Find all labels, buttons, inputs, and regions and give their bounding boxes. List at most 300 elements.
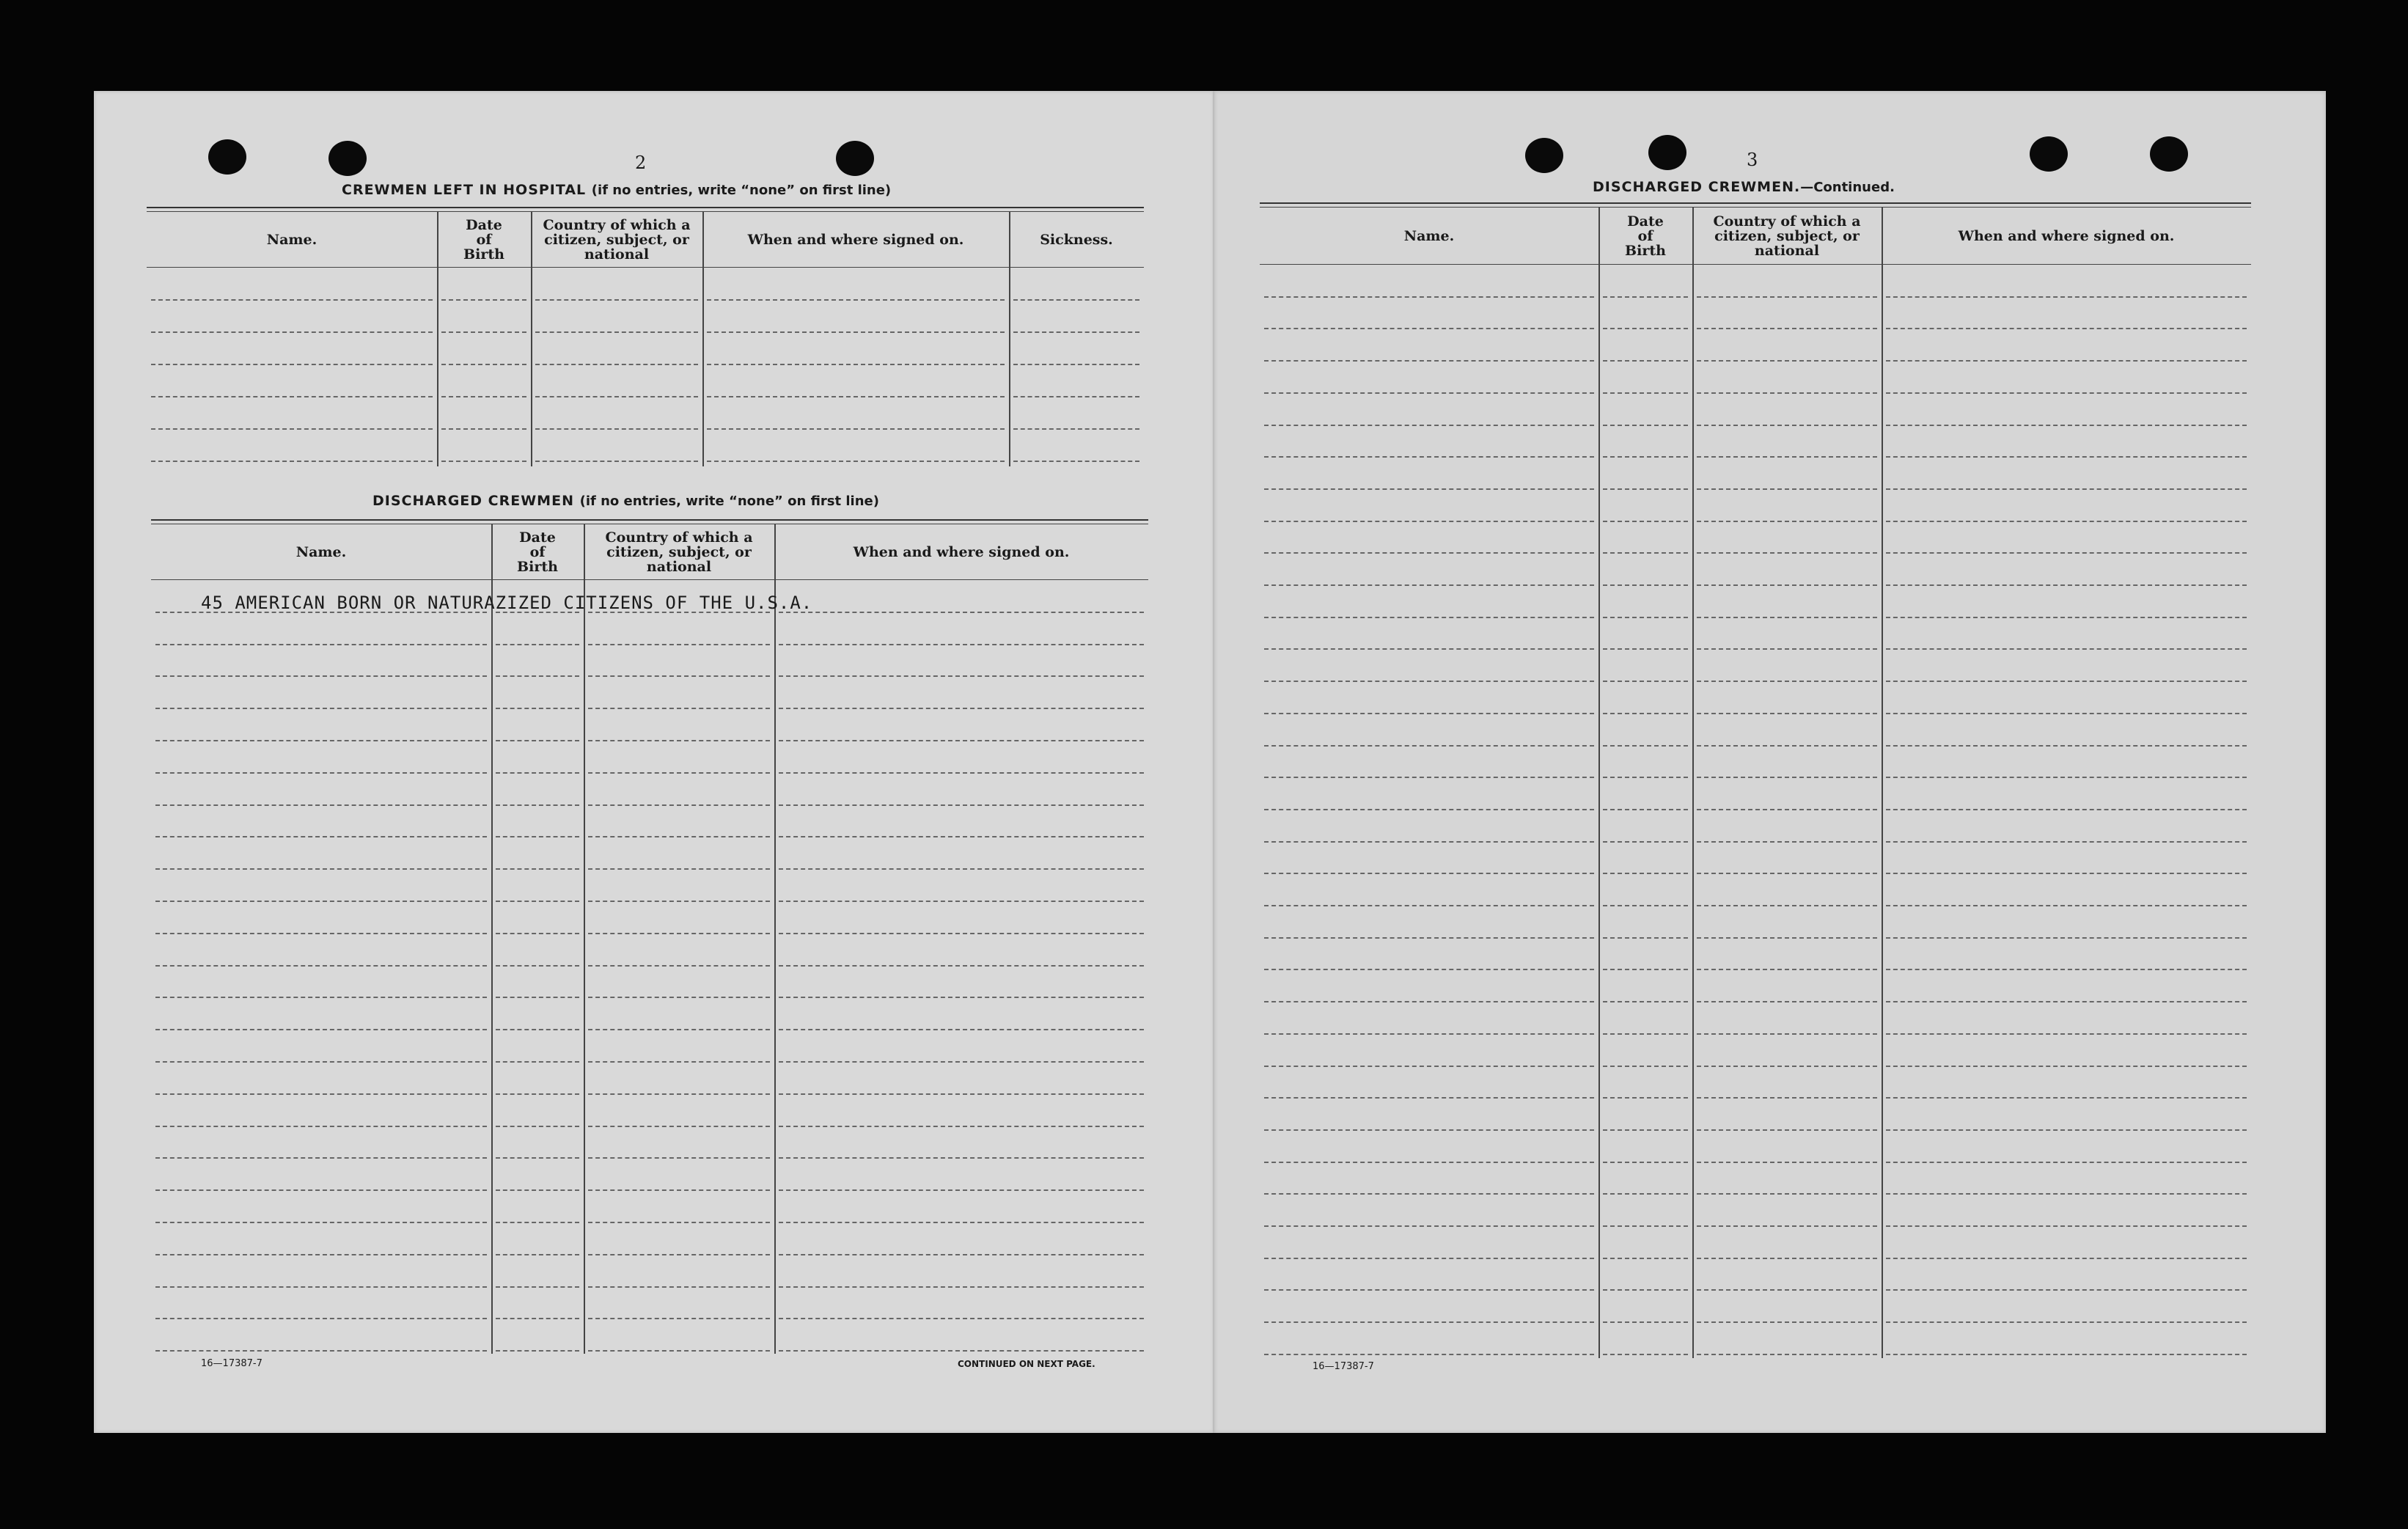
ruled-line xyxy=(1697,392,1877,394)
ruled-line xyxy=(1697,1289,1877,1291)
ruled-line xyxy=(1697,296,1877,298)
discharged-section-title xyxy=(372,493,879,509)
ruled-line xyxy=(1697,425,1877,426)
ruled-line xyxy=(155,1254,487,1255)
ruled-line xyxy=(1264,552,1594,554)
ruled-line xyxy=(1264,1129,1594,1131)
ruled-line xyxy=(441,364,526,365)
ruled-line xyxy=(1603,1097,1688,1099)
ruled-line xyxy=(779,1350,1144,1352)
column-divider xyxy=(1598,207,1600,1358)
section-title-text: DISCHARGED CREWMEN. xyxy=(1593,179,1801,195)
ruled-line xyxy=(496,1189,579,1191)
ruled-line xyxy=(779,644,1144,645)
ruled-line xyxy=(535,299,698,301)
ruled-line xyxy=(707,461,1005,462)
ruled-line xyxy=(1886,360,2247,362)
column-divider xyxy=(774,524,776,1354)
ruled-line xyxy=(1264,1289,1594,1291)
ruled-line xyxy=(1886,969,2247,970)
ruled-line xyxy=(1264,1001,1594,1002)
ruled-line xyxy=(496,740,579,741)
header-rule xyxy=(151,579,1148,580)
ruled-line xyxy=(1603,841,1688,843)
ruled-line xyxy=(496,997,579,998)
ruled-line xyxy=(1603,392,1688,394)
ruled-line xyxy=(588,1350,770,1352)
ruled-line xyxy=(1886,905,2247,906)
ruled-line xyxy=(1264,584,1594,586)
ruled-line xyxy=(155,933,487,934)
ruled-line xyxy=(155,901,487,902)
ruled-line xyxy=(779,1318,1144,1319)
punch-hole xyxy=(836,141,874,176)
ruled-line xyxy=(1603,521,1688,522)
ruled-line xyxy=(588,1157,770,1159)
table-top-rule xyxy=(147,207,1144,208)
ruled-line xyxy=(1264,1066,1594,1067)
ruled-line xyxy=(779,772,1144,774)
ruled-line xyxy=(1013,331,1139,333)
ruled-line xyxy=(1697,969,1877,970)
ruled-line xyxy=(155,1157,487,1159)
ruled-line xyxy=(1886,1033,2247,1035)
ruled-line xyxy=(151,331,433,333)
ruled-line xyxy=(1264,488,1594,490)
ruled-line xyxy=(155,965,487,967)
ruled-line xyxy=(588,772,770,774)
ruled-line xyxy=(155,675,487,677)
column-divider xyxy=(1882,207,1883,1358)
ruled-line xyxy=(1886,713,2247,714)
column-header: Name. xyxy=(1403,228,1455,244)
column-header: Country of which a citizen, subject, or national xyxy=(605,529,753,575)
ruled-line xyxy=(1603,713,1688,714)
ruled-line xyxy=(496,933,579,934)
ruled-line xyxy=(1697,937,1877,939)
punch-hole xyxy=(1648,135,1686,170)
ruled-line xyxy=(155,1286,487,1288)
ruled-line xyxy=(1697,873,1877,874)
ruled-line xyxy=(1603,937,1688,939)
table-top-rule xyxy=(1260,202,2251,204)
ruled-line xyxy=(1886,873,2247,874)
punch-hole xyxy=(2030,136,2068,172)
ruled-line xyxy=(1603,681,1688,682)
ruled-line xyxy=(588,836,770,837)
ruled-line xyxy=(496,965,579,967)
ruled-line xyxy=(1886,809,2247,810)
column-header: Sickness. xyxy=(1040,232,1113,248)
ruled-line xyxy=(1697,1258,1877,1259)
punch-hole xyxy=(208,139,246,175)
ruled-line xyxy=(1264,1033,1594,1035)
ruled-line xyxy=(588,708,770,709)
ruled-line xyxy=(441,396,526,397)
discharged-continued-title xyxy=(1593,179,1895,195)
ruled-line xyxy=(1603,1354,1688,1355)
ruled-line xyxy=(496,1286,579,1288)
ruled-line xyxy=(1603,328,1688,329)
punch-hole xyxy=(2150,136,2188,172)
ruled-line xyxy=(1697,1033,1877,1035)
ruled-line xyxy=(1603,584,1688,586)
ruled-line xyxy=(779,1286,1144,1288)
ruled-line xyxy=(1264,392,1594,394)
column-header: Date of Birth xyxy=(463,217,504,263)
ruled-line xyxy=(441,299,526,301)
section-title-text: CREWMEN LEFT IN HOSPITAL xyxy=(342,182,587,198)
ruled-line xyxy=(1264,1097,1594,1099)
ruled-line xyxy=(496,901,579,902)
ruled-line xyxy=(535,428,698,430)
ruled-line xyxy=(1603,905,1688,906)
table-top-rule xyxy=(151,519,1148,521)
page-number: 2 xyxy=(635,153,647,173)
ruled-line xyxy=(779,1222,1144,1223)
ruled-line xyxy=(779,708,1144,709)
ruled-line xyxy=(1264,617,1594,618)
ruled-line xyxy=(535,461,698,462)
ruled-line xyxy=(1603,1162,1688,1163)
ruled-line xyxy=(1603,425,1688,426)
ruled-line xyxy=(1886,1162,2247,1163)
ruled-line xyxy=(1013,428,1139,430)
ruled-line xyxy=(588,1029,770,1030)
ruled-line xyxy=(1886,617,2247,618)
ruled-line xyxy=(496,1093,579,1095)
ruled-line xyxy=(1264,296,1594,298)
ruled-line xyxy=(1697,552,1877,554)
ruled-line xyxy=(155,644,487,645)
ruled-line xyxy=(779,1061,1144,1063)
ruled-line xyxy=(1697,617,1877,618)
ruled-line xyxy=(1886,1258,2247,1259)
ruled-line xyxy=(496,1254,579,1255)
ruled-line xyxy=(779,1189,1144,1191)
ruled-line xyxy=(155,1126,487,1127)
typed-entry: 45 AMERICAN BORN OR NATURAZIZED CITIZENS OF THE U.S.A. xyxy=(201,593,813,613)
ruled-line xyxy=(1603,1225,1688,1227)
ruled-line xyxy=(441,461,526,462)
ruled-line xyxy=(1264,745,1594,747)
section-title-text: DISCHARGED CREWMEN xyxy=(372,493,574,509)
ruled-line xyxy=(1603,1258,1688,1259)
ruled-line xyxy=(1697,1066,1877,1067)
ruled-line xyxy=(588,804,770,806)
ruled-line xyxy=(1603,648,1688,650)
ruled-line xyxy=(707,299,1005,301)
ruled-line xyxy=(1603,456,1688,458)
ruled-line xyxy=(1264,1162,1594,1163)
ruled-line xyxy=(151,396,433,397)
ruled-line xyxy=(1697,584,1877,586)
ruled-line xyxy=(588,1126,770,1127)
ruled-line xyxy=(1886,1097,2247,1099)
ruled-line xyxy=(496,708,579,709)
ruled-line xyxy=(1603,1193,1688,1195)
ruled-line xyxy=(588,997,770,998)
ruled-line xyxy=(155,740,487,741)
ruled-line xyxy=(155,1061,487,1063)
ruled-line xyxy=(155,1029,487,1030)
ruled-line xyxy=(496,1029,579,1030)
ruled-line xyxy=(779,1157,1144,1159)
ruled-line xyxy=(151,299,433,301)
ruled-line xyxy=(1264,1258,1594,1259)
ruled-line xyxy=(496,675,579,677)
ruled-line xyxy=(155,1350,487,1352)
ruled-line xyxy=(1697,1001,1877,1002)
ruled-line xyxy=(155,836,487,837)
ruled-line xyxy=(707,364,1005,365)
ruled-line xyxy=(1603,552,1688,554)
ruled-line xyxy=(779,1029,1144,1030)
ruled-line xyxy=(155,772,487,774)
ruled-line xyxy=(1697,841,1877,843)
ruled-line xyxy=(1886,456,2247,458)
ruled-line xyxy=(1886,648,2247,650)
ruled-line xyxy=(1603,1033,1688,1035)
ruled-line xyxy=(496,1157,579,1159)
ruled-line xyxy=(779,740,1144,741)
ruled-line xyxy=(1886,1354,2247,1355)
column-header: When and where signed on. xyxy=(1958,228,2175,244)
ruled-line xyxy=(588,868,770,870)
ruled-line xyxy=(1264,360,1594,362)
hospital-section-title xyxy=(342,182,891,198)
ruled-line xyxy=(496,772,579,774)
ruled-line xyxy=(1886,1321,2247,1323)
ruled-line xyxy=(155,804,487,806)
ruled-line xyxy=(1697,745,1877,747)
ruled-line xyxy=(1697,809,1877,810)
ruled-line xyxy=(151,428,433,430)
ruled-line xyxy=(155,1189,487,1191)
ruled-line xyxy=(779,675,1144,677)
ruled-line xyxy=(588,1286,770,1288)
ruled-line xyxy=(155,1222,487,1223)
column-header: When and where signed on. xyxy=(853,544,1070,560)
ruled-line xyxy=(588,1189,770,1191)
column-divider xyxy=(1692,207,1694,1358)
ruled-line xyxy=(1603,809,1688,810)
ruled-line xyxy=(496,1222,579,1223)
ruled-line xyxy=(1697,1354,1877,1355)
ruled-line xyxy=(1697,777,1877,778)
ruled-line xyxy=(1603,777,1688,778)
column-header: Country of which a citizen, subject, or national xyxy=(1713,213,1861,259)
ruled-line xyxy=(535,396,698,397)
ruled-line xyxy=(1013,364,1139,365)
ruled-line xyxy=(1697,1225,1877,1227)
ruled-line xyxy=(1886,1001,2247,1002)
left-page xyxy=(94,91,1214,1433)
ruled-line xyxy=(496,1350,579,1352)
ruled-line xyxy=(588,1318,770,1319)
ruled-line xyxy=(1603,1129,1688,1131)
column-divider xyxy=(584,524,585,1354)
ruled-line xyxy=(1603,1001,1688,1002)
continued-note: CONTINUED ON NEXT PAGE. xyxy=(958,1359,1095,1369)
ruled-line xyxy=(779,868,1144,870)
ruled-line xyxy=(1886,1193,2247,1195)
ruled-line xyxy=(1264,425,1594,426)
punch-hole xyxy=(328,141,367,176)
ruled-line xyxy=(1697,1162,1877,1163)
ruled-line xyxy=(779,997,1144,998)
column-header: Country of which a citizen, subject, or national xyxy=(543,217,691,263)
column-header: Name. xyxy=(296,544,347,560)
ruled-line xyxy=(1697,905,1877,906)
ruled-line xyxy=(155,868,487,870)
ruled-line xyxy=(588,1093,770,1095)
ruled-line xyxy=(707,396,1005,397)
column-header: Date of Birth xyxy=(1625,213,1666,259)
ruled-line xyxy=(1886,777,2247,778)
ruled-line xyxy=(588,965,770,967)
ruled-line xyxy=(1697,328,1877,329)
table-top-rule xyxy=(147,211,1144,212)
ruled-line xyxy=(155,997,487,998)
ruled-line xyxy=(588,1254,770,1255)
ruled-line xyxy=(1264,809,1594,810)
ruled-line xyxy=(1264,1354,1594,1355)
ruled-line xyxy=(496,868,579,870)
section-instruction: (if no entries, write “none” on first line) xyxy=(591,183,892,198)
form-number: 16—17387-7 xyxy=(1313,1361,1374,1372)
ruled-line xyxy=(496,644,579,645)
column-header: Name. xyxy=(266,232,317,248)
right-page xyxy=(1214,91,2326,1433)
table-top-rule xyxy=(1260,207,2251,208)
ruled-line xyxy=(779,933,1144,934)
ruled-line xyxy=(1886,745,2247,747)
ruled-line xyxy=(1886,841,2247,843)
column-header: When and where signed on. xyxy=(747,232,964,248)
ruled-line xyxy=(779,612,1144,613)
header-rule xyxy=(1260,264,2251,265)
ruled-line xyxy=(1697,1129,1877,1131)
ruled-line xyxy=(1697,713,1877,714)
ruled-line xyxy=(588,1222,770,1223)
column-divider xyxy=(491,524,493,1354)
ruled-line xyxy=(1697,456,1877,458)
ruled-line xyxy=(1264,937,1594,939)
ruled-line xyxy=(588,933,770,934)
ruled-line xyxy=(1886,1066,2247,1067)
ruled-line xyxy=(1603,1321,1688,1323)
ruled-line xyxy=(1697,360,1877,362)
ruled-line xyxy=(1697,681,1877,682)
ruled-line xyxy=(496,1126,579,1127)
ruled-line xyxy=(1603,1289,1688,1291)
ruled-line xyxy=(151,364,433,365)
ruled-line xyxy=(779,965,1144,967)
ruled-line xyxy=(441,331,526,333)
ruled-line xyxy=(1886,296,2247,298)
ruled-line xyxy=(155,708,487,709)
ruled-line xyxy=(1886,1289,2247,1291)
ruled-line xyxy=(1264,713,1594,714)
ruled-line xyxy=(1886,328,2247,329)
ruled-line xyxy=(1603,360,1688,362)
ruled-line xyxy=(1697,521,1877,522)
ruled-line xyxy=(535,331,698,333)
ruled-line xyxy=(1264,777,1594,778)
ruled-line xyxy=(1886,1129,2247,1131)
ruled-line xyxy=(155,1318,487,1319)
ruled-line xyxy=(779,1093,1144,1095)
ruled-line xyxy=(779,901,1144,902)
ruled-line xyxy=(1603,745,1688,747)
ruled-line xyxy=(1886,488,2247,490)
ruled-line xyxy=(1264,969,1594,970)
ruled-line xyxy=(1886,681,2247,682)
ruled-line xyxy=(151,461,433,462)
ruled-line xyxy=(779,804,1144,806)
ruled-line xyxy=(1603,969,1688,970)
ruled-line xyxy=(1697,648,1877,650)
ruled-line xyxy=(1013,299,1139,301)
ruled-line xyxy=(1697,1193,1877,1195)
ruled-line xyxy=(779,1254,1144,1255)
ruled-line xyxy=(1603,873,1688,874)
section-title-suffix: —Continued. xyxy=(1800,180,1895,195)
ruled-line xyxy=(1886,521,2247,522)
ruled-line xyxy=(1603,617,1688,618)
ruled-line xyxy=(441,428,526,430)
ruled-line xyxy=(1264,648,1594,650)
section-instruction: (if no entries, write “none” on first line) xyxy=(579,494,879,509)
ruled-line xyxy=(588,644,770,645)
ruled-line xyxy=(1264,328,1594,329)
ruled-line xyxy=(588,901,770,902)
ruled-line xyxy=(1264,1321,1594,1323)
column-header: Date of Birth xyxy=(517,529,558,575)
ruled-line xyxy=(1603,296,1688,298)
ruled-line xyxy=(1264,873,1594,874)
ruled-line xyxy=(535,364,698,365)
ruled-line xyxy=(1697,1097,1877,1099)
ruled-line xyxy=(588,675,770,677)
ruled-line xyxy=(1264,1225,1594,1227)
ruled-line xyxy=(1013,396,1139,397)
ruled-line xyxy=(588,740,770,741)
ruled-line xyxy=(1603,1066,1688,1067)
ruled-line xyxy=(496,1318,579,1319)
ruled-line xyxy=(496,836,579,837)
ruled-line xyxy=(155,1093,487,1095)
page-number: 3 xyxy=(1747,150,1758,170)
ruled-line xyxy=(707,331,1005,333)
ruled-line xyxy=(1886,552,2247,554)
ruled-line xyxy=(496,1061,579,1063)
ruled-line xyxy=(1264,905,1594,906)
ruled-line xyxy=(1886,392,2247,394)
ruled-line xyxy=(1697,1321,1877,1323)
ruled-line xyxy=(1264,1193,1594,1195)
ruled-line xyxy=(1886,1225,2247,1227)
ruled-line xyxy=(779,1126,1144,1127)
ruled-line xyxy=(1264,681,1594,682)
form-number: 16—17387-7 xyxy=(201,1358,263,1369)
ruled-line xyxy=(1886,937,2247,939)
ruled-line xyxy=(588,1061,770,1063)
ruled-line xyxy=(1603,488,1688,490)
ruled-line xyxy=(1886,584,2247,586)
ruled-line xyxy=(1264,841,1594,843)
